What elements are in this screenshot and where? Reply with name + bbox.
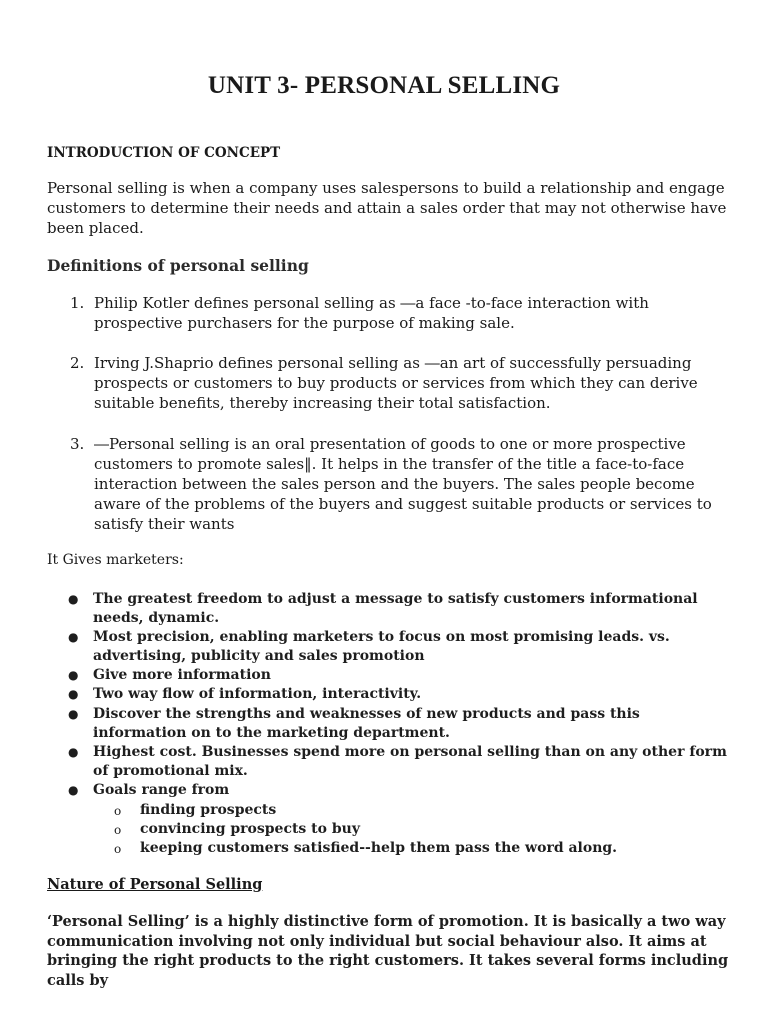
definition-item-2 — [70, 353, 720, 413]
nature-heading: Nature of Personal Selling — [47, 876, 263, 893]
circle-bullet-icon: o — [114, 804, 122, 818]
definition-item-1 — [70, 293, 720, 333]
sub-list-item: o finding prospects — [114, 801, 714, 820]
definition-text: Irving J.Shaprio defines personal selling as ―an art of successfully persuading prospects or customers to buy products or services from which they can derive suitable benefits, thereby increasing their total satisfaction. — [94, 354, 698, 412]
circle-bullet-icon: o — [114, 823, 122, 838]
list-item: ● Discover the strengths and weaknesses of new products and pass this information on to the marketing department. — [68, 705, 640, 741]
list-item: ● Most precision, enabling marketers to focus on most promising leads. vs. advertising, publicity and sales promotion — [68, 629, 670, 665]
bullet-icon: ● — [68, 744, 79, 759]
intro-heading: INTRODUCTION OF CONCEPT — [47, 145, 281, 161]
list-item: ● Give more information — [68, 666, 728, 685]
bullet-icon: ● — [68, 630, 79, 645]
sub-list-item: o keeping customers satisfied--help them pass the word along. — [114, 839, 714, 858]
definition-number: 3. — [70, 435, 85, 453]
sub-list-item: o convincing prospects to buy — [114, 820, 714, 839]
circle-bullet-icon: o — [114, 842, 122, 857]
definition-number: 1. — [70, 294, 85, 312]
list-item: ● The greatest freedom to adjust a message to satisfy customers informational needs, dynamic. — [68, 591, 698, 627]
definition-number: 2. — [70, 354, 85, 372]
list-item: ● Two way flow of information, interactivity. — [68, 685, 728, 704]
bullet-icon: ● — [68, 592, 79, 606]
benefits-list — [68, 590, 728, 800]
bullet-icon: ● — [68, 706, 79, 721]
nature-paragraph: ‘Personal Selling’ is a highly distinctive form of promotion. It is basically a two way communication involving not only individual but social behaviour also. It aims at bringing the right products to the right customers. It takes several forms including calls by — [47, 913, 729, 989]
definition-text: Philip Kotler defines personal selling as ―a face -to-face interaction with prospective purchasers for the purpose of making sale. — [94, 294, 649, 332]
bullet-icon: ● — [68, 687, 79, 702]
definition-item-3 — [70, 434, 720, 534]
bullet-icon: ● — [68, 782, 79, 797]
definitions-heading: Definitions of personal selling — [47, 256, 309, 275]
definition-text: ―Personal selling is an oral presentation of goods to one or more prospective customers to promote sales‖. It helps in the transfer of the title a face-to-face interaction between the sales person and the buyers. The sales people become aware of the problems of the buyers and suggest suitable products or services to satisfy their wants — [94, 435, 712, 533]
gives-heading: It Gives marketers: — [47, 552, 184, 568]
list-item: ● Goals range from — [68, 781, 728, 800]
page-title: UNIT 3- PERSONAL SELLING — [207, 72, 561, 99]
list-item: ● Highest cost. Businesses spend more on personal selling than on any other form of promotional mix. — [68, 743, 727, 779]
intro-paragraph: Personal selling is when a company uses salespersons to build a relationship and engage customers to determine their needs and attain a sales order that may not otherwise have been placed. — [47, 179, 727, 237]
goals-sublist — [114, 801, 714, 858]
bullet-icon: ● — [68, 668, 79, 683]
